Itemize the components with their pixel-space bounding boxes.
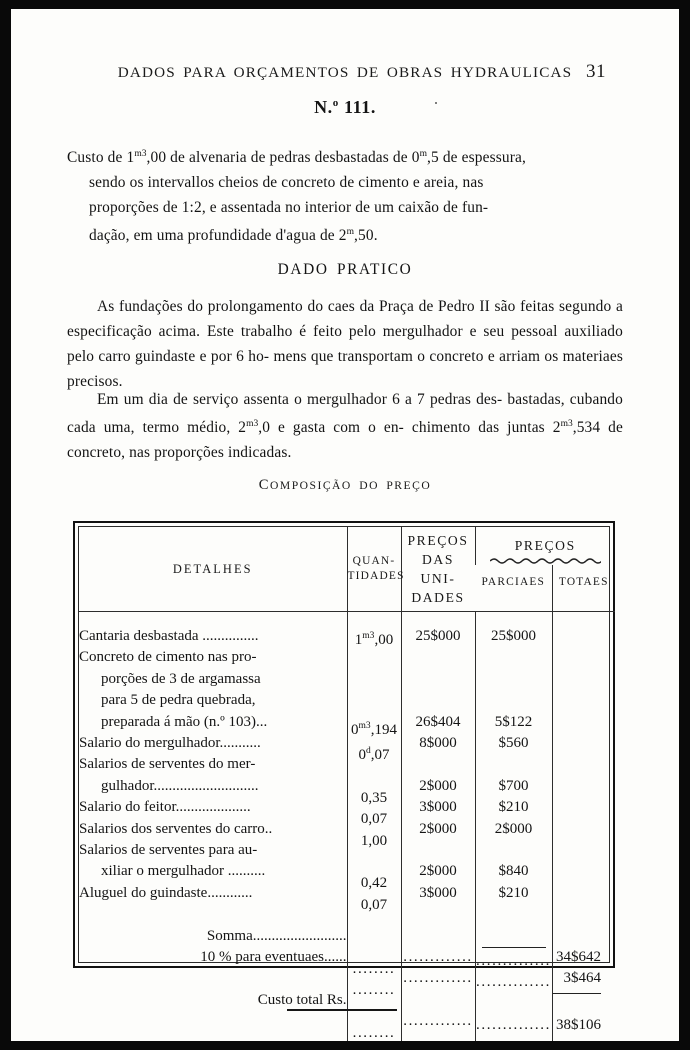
spacer-line [476,926,552,947]
price-table-inner-rule [78,526,610,1041]
table-cell-value: 25$000 [491,628,536,644]
item-number-value: 111. [344,97,376,117]
table-cell-value: 0,07 [360,811,388,828]
price-table [79,527,615,1041]
header-precos-das-unidades [401,527,475,612]
table-caption-rest: OMPOSIÇÃO DO PREÇO [270,479,432,492]
table-cell-value: $840 [498,863,529,880]
spec-line4-b: ,50. [354,227,378,245]
spacer-line [553,690,602,711]
spec-unit-m-depth: m [346,227,355,238]
header-pu-line4: DADES [411,590,465,605]
detail-label-line: Salario do feitor.................... [79,799,251,816]
section-heading: DADO PRATICO [277,261,413,278]
table-cell-value: 3$000 [419,799,457,816]
spacer-line [79,971,83,987]
partial-prices-column [475,612,552,1042]
spacer-line [348,651,401,672]
table-body [79,612,615,1042]
table-cell-value: 0,35 [360,789,388,806]
detail-label-line: Salarios dos serventes do carro.. [79,820,273,837]
summary-label: Somma......................... [206,927,347,944]
grand-total-dots: ............. [403,1013,473,1030]
p2-unit-m3: m3 [246,419,259,429]
header-squiggle-divider [490,557,602,564]
detail-label-line: porções de 3 de argamassa [101,670,261,687]
detail-label-line: Aluguel do guindaste............ [79,884,253,901]
item-number [11,97,679,118]
spacer-line [553,840,602,861]
unit-prices-column [401,612,475,1042]
spacer-line [402,669,475,690]
p1-line1: As fundações do prolongamento do caes da Praça de Pedro II [97,298,490,315]
scan-artifact-dot [435,102,437,104]
grand-total-dots: ........ [352,1025,396,1041]
spec-line1-a: Custo de 1 [67,149,135,167]
quantity-unit-superscript: m3 [358,720,371,731]
spacer-line [476,669,552,690]
table-cell-value: 25$000 [415,628,461,644]
table-cell-value [553,626,602,647]
header-totaes: TOTAES [552,565,615,612]
spacer-line [553,754,602,775]
spacer-line [476,754,552,775]
header-pu-line1: PREÇOS [407,533,469,548]
spacer-line [476,994,552,1015]
spacer-line [348,852,401,873]
table-cell-value [553,797,602,818]
spec-line1-c: ,5 de espessura, [427,149,526,167]
price-composition-table [73,521,615,1041]
table-cell-value: 2$000 [419,777,457,794]
table-cell-value [553,861,602,882]
header-pu-line2: DAS [422,552,454,567]
spacer-line [476,647,552,668]
header-quantidades-line1: QUAN- [352,555,396,567]
table-cell-value: 2$000 [419,820,457,837]
spacer-line [476,904,552,925]
table-cell-value: 5$122 [494,713,533,730]
detail-label-line: gulhador............................ [101,777,259,794]
p2-line2-a: bastadas, cubando cada uma, termo médio, 2 [67,391,623,437]
table-cell-value [553,819,602,840]
summary-dots: ........ [352,982,396,999]
spacer-line [348,1002,401,1023]
spacer-line [553,647,602,668]
details-column [79,612,347,1042]
spacer-line [402,754,475,775]
grand-total-value: 38$106 [556,1017,601,1034]
p2-line2-b: ,0 e gasta com o en- [258,419,404,437]
spacer-line [553,669,602,690]
table-cell-value: 2$000 [494,820,533,837]
table-caption-initial: C [258,477,271,493]
spec-unit-m3: m3 [134,149,147,159]
table-data-block [79,612,615,1042]
summary-total-value: 3$464 [563,970,601,987]
table-cell-value: 26$404 [415,713,461,730]
document-page [11,9,679,1041]
table-caption [11,477,679,494]
table-cell-value [553,883,602,904]
header-parciaes: PARCIAES [475,565,552,612]
quantity-unit-superscript: m3 [362,631,375,641]
table-cell-value: 0,07 [360,896,388,913]
table-cell-value: $1^{m3},00$ [354,631,394,648]
summary-dots: .............. [476,974,551,991]
spacer-line [402,904,475,925]
table-cell-value: $210 [498,799,529,816]
summary-label: 10 % para eventuaes...... [200,949,347,966]
header-detalhes: DETALHES [79,527,347,612]
bottom-decorative-rule [287,1009,397,1011]
item-number-ordinal: o [332,97,339,109]
spec-line4-a: dação, em uma profundidade d'agua de 2 [89,227,347,245]
detail-label-line: Salarios de serventes para au- [79,842,258,859]
header-precos-group-label: PREÇOS [514,538,576,553]
running-head-text: DADOS PARA ORÇAMENTOS DE OBRAS HYDRAULICAS [117,64,573,81]
spacer-line [402,840,475,861]
detail-label-line: preparada á mão (n.º 103)... [101,713,268,730]
p2-unit-m3-joints: m3 [560,419,573,429]
spec-line1-b: ,00 de alvenaria de pedras desbastadas de 0 [146,149,420,167]
table-cell-value: $700 [498,777,529,794]
spacer-line [476,840,552,861]
partial-subtotal-rule [482,947,546,948]
spacer-line [348,694,401,715]
table-head [79,527,615,612]
spacer-line [83,906,87,922]
detail-label-line: Cantaria desbastada ............... [79,628,259,644]
quantity-unit-superscript: d [366,745,371,756]
table-cell-value: 0,42 [360,875,388,892]
detail-label-line: Salarios de serventes do mer- [79,756,256,773]
table-cell-value [553,776,602,797]
quantities-column [347,612,401,1042]
summary-dots: ............. [403,970,473,987]
running-head [11,64,679,82]
detail-label-line: Salario do mergulhador........... [79,735,261,752]
percent-prefix: 10 % [200,949,232,966]
table-cell-value: $210 [498,884,529,901]
table-cell-value: $0^{m3},194$ [351,720,397,738]
spec-line3: proporções de 1:2, e assentada no interior de um caixão de fun- [89,199,489,217]
item-number-prefix: N. [314,97,333,117]
header-precos-group [475,527,615,565]
spacer-line [476,690,552,711]
summary-total-value: 34$642 [556,948,601,965]
detail-label-line: para 5 de pedra quebrada, [101,692,256,709]
spacer-line [348,916,401,937]
grand-total-dots: .............. [476,1017,551,1034]
p1-line2: são feitas segundo a especificação acima. Este trabalho é feito pelo [67,298,623,340]
table-cell-value [553,733,602,754]
grand-total-label: Custo total Rs. [257,991,347,1008]
spacer-line [348,938,401,959]
page-content [11,9,679,1041]
total-prices-column [552,612,615,1042]
spacer-line [348,766,401,787]
summary-dots: .............. [476,952,551,969]
p2-line3-b: ,534 de concreto, nas proporções indicadas. [67,419,623,462]
spacer-line [553,926,602,947]
table-cell-value [553,712,602,733]
spec-line2: sendo os intervallos cheios de concreto de cimento e areia, nas [89,174,484,192]
p1-line3: mergulhador e seu pessoal auxiliado pelo carro guindaste e por 6 ho- [67,323,623,365]
spacer-line [402,926,475,947]
header-quantidades-line2: TIDADES [347,570,405,582]
spacer-line [348,673,401,694]
summary-dots: ........ [352,960,396,977]
spacer-line [553,904,602,925]
p2-line3-a: chimento das juntas 2 [411,419,561,437]
page-folio-number: 31 [586,61,606,82]
table-cell-value: 0$^d$,07 [358,745,390,763]
spec-unit-m: m [419,149,427,159]
header-quantidades [347,527,405,612]
spacer-line [402,647,475,668]
header-pu-line3: UNI- [420,571,456,586]
p1-line4: mens que transportam o concreto e arriam os materiaes precisos. [67,348,623,390]
summary-dots: ............. [403,948,473,965]
spacer-line [402,690,475,711]
p2-line1: Em um dia de serviço assenta o mergulhador 6 a 7 pedras des- [97,391,503,408]
detail-label-line: xiliar o mergulhador .......... [101,863,266,880]
spec-line4 [67,220,623,248]
detail-label-line: Concreto de cimento nas pro- [79,649,257,666]
table-cell-value: 1,00 [360,832,388,849]
table-cell-value: 2$000 [419,863,457,880]
spacer-line [402,990,475,1011]
table-cell-value: 8$000 [419,734,457,751]
table-cell-value: 3$000 [419,884,457,901]
spacer-line [553,994,602,1015]
table-header-row-1 [79,527,615,565]
specification-paragraph [67,142,623,248]
practical-data-paragraph-1 [67,294,623,394]
table-cell-value: $560 [498,734,529,751]
practical-data-paragraph-2 [67,387,623,465]
